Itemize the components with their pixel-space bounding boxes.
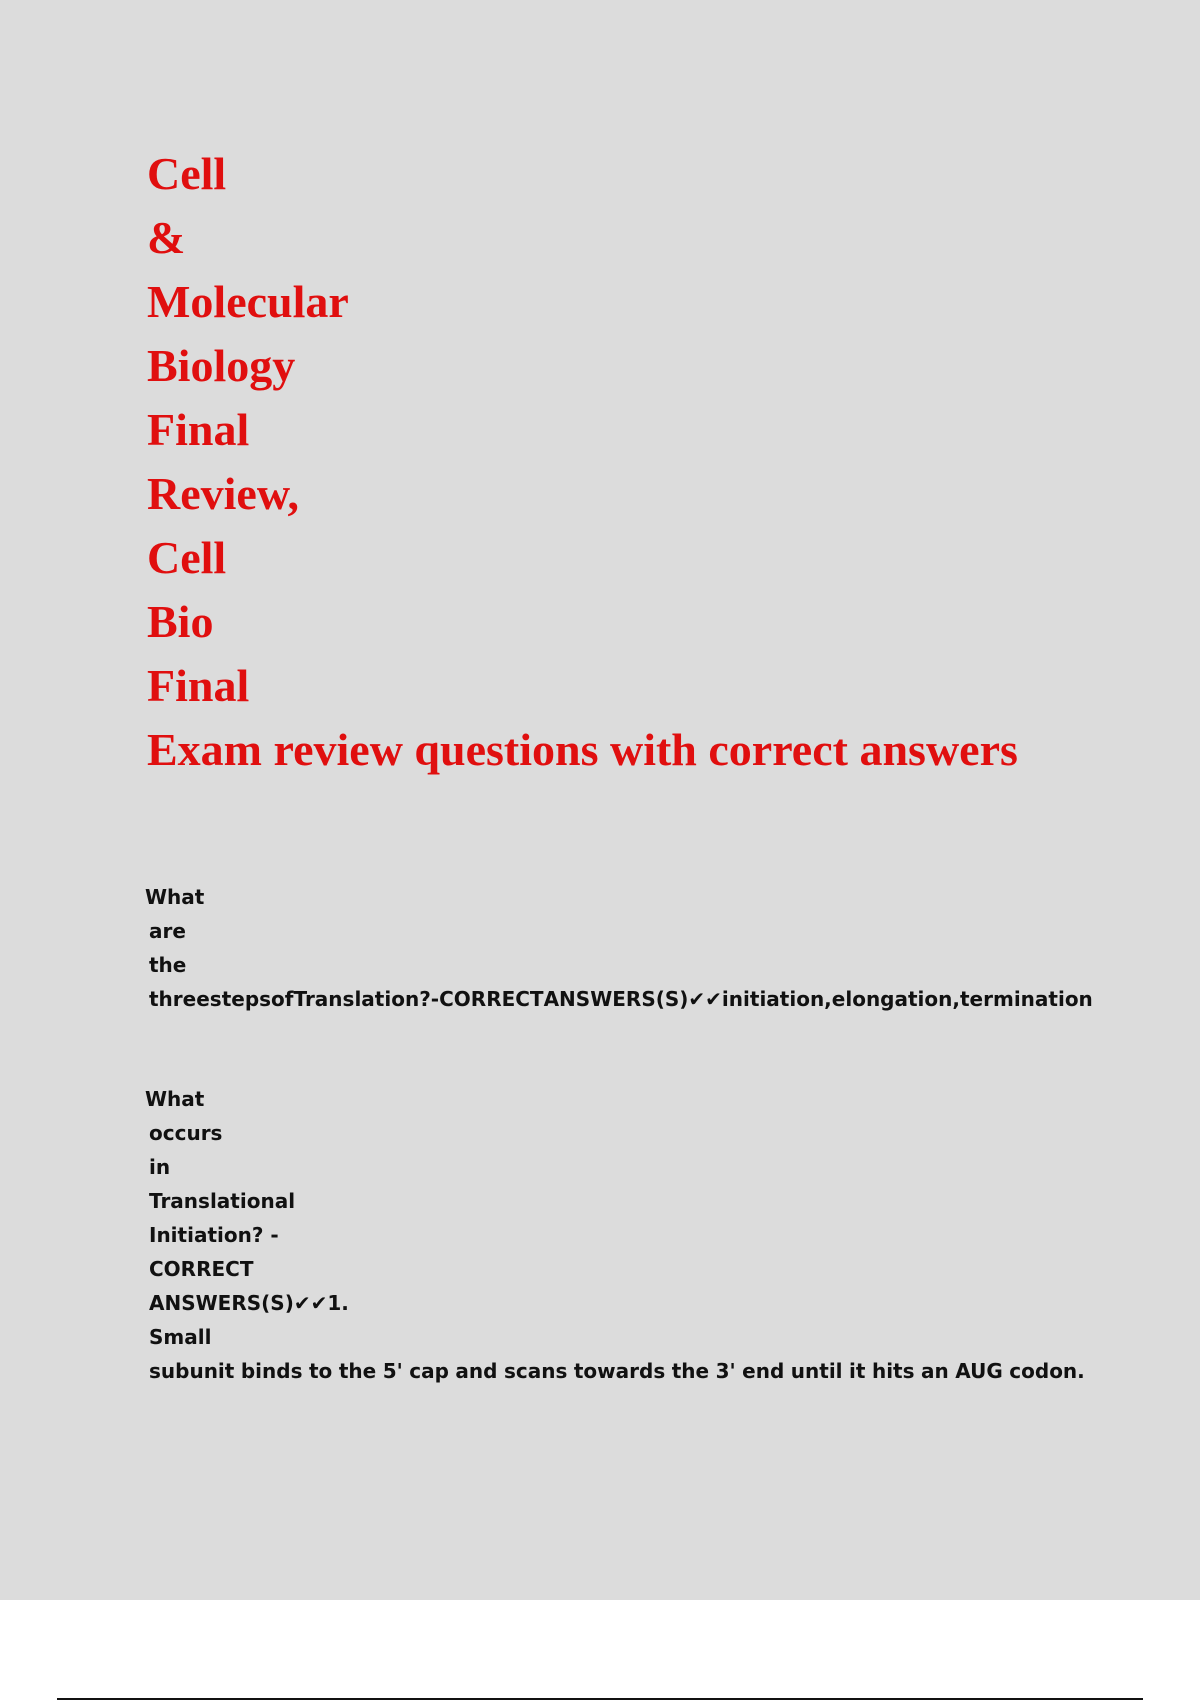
word: steps [209,987,272,1011]
title-line: Exam review questions with correct answers [147,724,1018,775]
word: AUG [955,1359,1003,1383]
word: 5' [382,1359,403,1383]
word: until [790,1359,843,1383]
document-title [147,142,1018,782]
title-line: Bio [147,596,214,647]
qa-item-translational-initiation [145,1082,1085,1388]
title-line: & [147,212,186,263]
word: ANSWERS(S)✔✔initiation, [543,987,832,1011]
answer-line [145,1354,1085,1388]
word: Translation? [293,987,431,1011]
word: the [671,1359,710,1383]
title-line: Cell [147,532,227,583]
question-line: Translational [149,1189,296,1213]
question-line: Small [149,1325,212,1349]
word: binds [240,1359,303,1383]
question-line: are [149,919,186,943]
word: termination [959,987,1093,1011]
word: hits [871,1359,915,1383]
title-line: Final [147,660,250,711]
title-line: Final [147,404,250,455]
qa-item-translation-steps [145,880,1093,1016]
word: it [849,1359,866,1383]
title-line: Biology [147,340,296,391]
answer-line [145,982,1093,1016]
word: 3' [715,1359,736,1383]
word: elongation, [831,987,960,1011]
word: subunit [149,1359,235,1383]
word: scans [503,1359,568,1383]
question-line: in [149,1155,171,1179]
word: three [149,987,210,1011]
word: and [455,1359,498,1383]
word: towards [573,1359,666,1383]
question-line: Initiation? - [149,1223,279,1247]
question-line: What [145,885,205,909]
question-line: the [149,953,187,977]
word: of [271,987,294,1011]
question-line: CORRECT [149,1257,254,1281]
word: to [309,1359,333,1383]
word: - [430,987,440,1011]
word: cap [409,1359,449,1383]
word: end [742,1359,785,1383]
word: an [921,1359,949,1383]
title-line: Cell [147,148,227,199]
title-line: Review, [147,468,300,519]
question-line: What [145,1087,205,1111]
word: CORRECT [439,987,544,1011]
word: the [338,1359,377,1383]
question-line: occurs [149,1121,223,1145]
title-line: Molecular [147,276,349,327]
question-line: ANSWERS(S)✔✔1. [149,1291,349,1315]
word: codon. [1009,1359,1085,1383]
